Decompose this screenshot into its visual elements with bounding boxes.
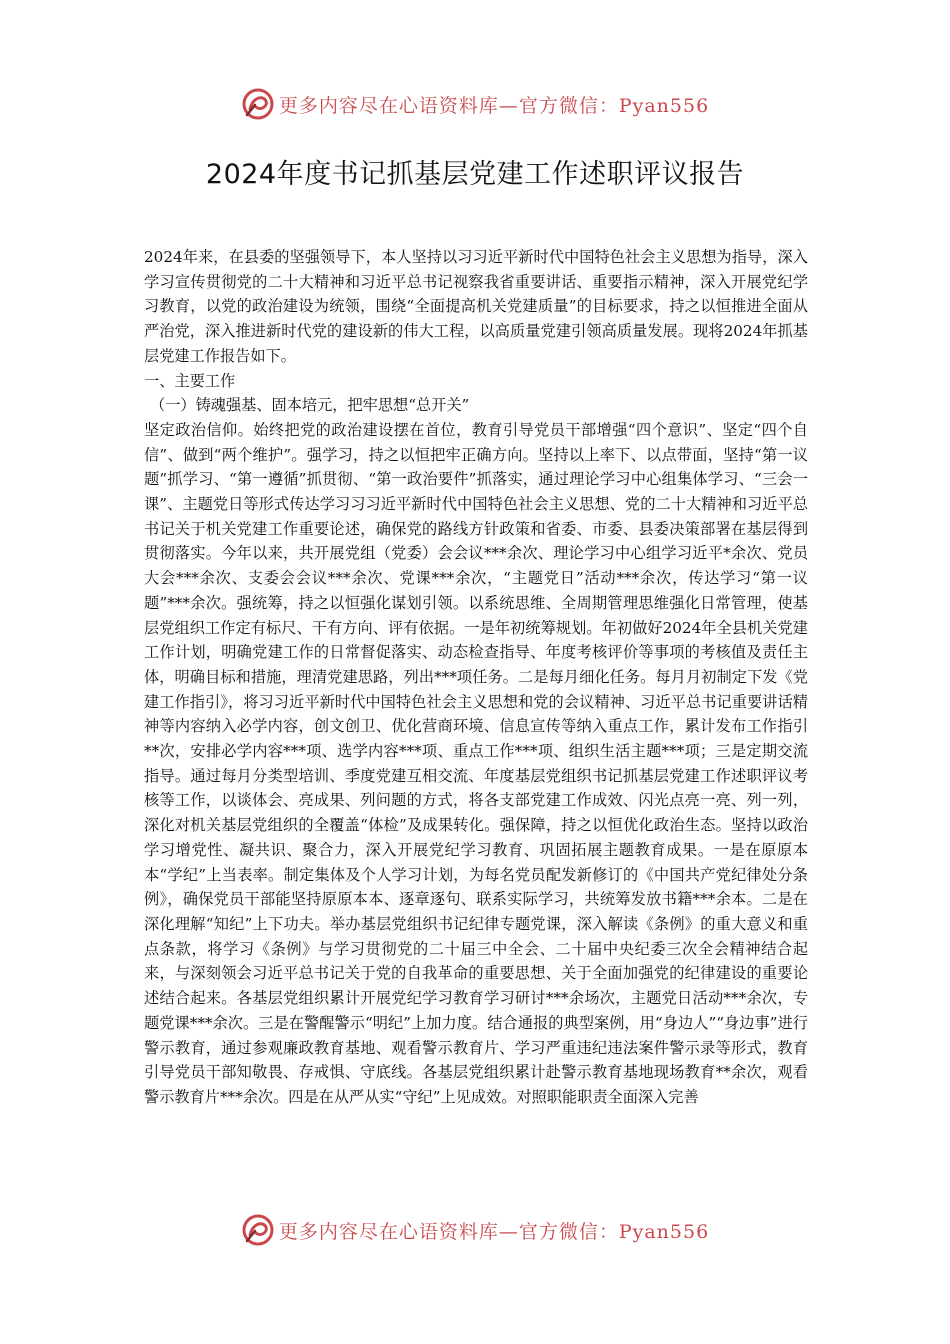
swirl-logo-icon [241,1213,275,1247]
section-heading: 一、主要工作 [144,371,236,390]
document-title: 2024年度书记抓基层党建工作述职评议报告 [205,159,745,190]
document-body [144,245,808,1110]
footer-watermark-text: 更多内容尽在心语资料库—官方微信：Pyan556 [278,1220,710,1243]
footer-watermark-banner [0,1210,950,1250]
header-watermark-text: 更多内容尽在心语资料库—官方微信：Pyan556 [278,94,710,117]
subsection-heading: （一）铸魂强基、固本培元，把牢思想“总开关” [150,396,470,415]
body-paragraph: 坚定政治信仰。始终把党的政治建设摆在首位，教育引导党员干部增强“四个意识”、坚定“四个自信”、做到“两个维护”。强学习，持之以恒把牢正确方向。坚持以上率下、以点带面，坚持“第一议题”抓学习、“第一遵循”抓贯彻、“第一政治要件”抓落实，通过理论学习中心组集体学习、“三会一课”、主题党日等形式传达学习习习近平新时代中国特色社会主义思想、党的二十大精神和习近平总书记关于机关党建工作重要论述，确保党的路线方针政策和省委、市委、县委决策部署在基层得到贯彻落实。今年以来，共开展党组（党委）会会议***余次、理论学习中心组学习近平*余次、党员大会***余次、支委会会议***余次、党课***余次，“主题党日”活动***余次，传达学习“第一议题”***余次。强统筹，持之以恒强化谋划引领。以系统思维、全周期管理思维强化日常管理，使基层党组织工作定有标尺、干有方向、评有依据。一是年初统筹规划。年初做好2024年全县机关党建工作计划，明确党建工作的日常督促落实、动态检查指导、年度考核评价等事项的考核值及责任主体，明确目标和措施，理清党建思路，列出***项任务。二是每月细化任务。每月月初制定下发《党建工作指引》，将习习近平新时代中国特色社会主义思想和党的会议精神、习近平总书记重要讲话精神等内容纳入必学内容，创文创卫、优化营商环境、信息宣传等纳入重点工作，累计发布工作指引**次，安排必学内容***项、选学内容***项、重点工作***项、组织生活主题***项；三是定期交流指导。通过每月分类型培训、季度党建互相交流、年度基层党组织书记抓基层党建工作述职评议考核等工作，以谈体会、亮成果、列问题的方式，将各支部党建工作成效、闪光点亮一亮、列一列，深化对机关基层党组织的全覆盖“体检”及成果转化。强保障，持之以恒优化政治生态。坚持以政治学习增党性、凝共识、聚合力，深入开展党纪学习教育、巩固拓展主题教育成果。一是在原原本本“学纪”上当表率。制定集体及个人学习计划，为每名党员配发新修订的《中国共产党纪律处分条例》，确保党员干部能坚持原原本本、逐章逐句、联系实际学习，共统筹发放书籍***余本。二是在深化理解“知纪”上下功夫。举办基层党组织书记纪律专题党课，深入解读《条例》的重大意义和重点条款，将学习《条例》与学习贯彻党的二十届三中全会、二十届中央纪委三次全会精神结合起来，与深刻领会习近平总书记关于党的自我革命的重要思想、关于全面加强党的纪律建设的重要论述结合起来。各基层党组织累计开展党纪学习教育学习研讨***余场次，主题党日活动***余次，专题党课***余次。三是在警醒警示“明纪”上加力度。结合通报的典型案例，用“身边人”“身边事”进行警示教育，通过参观廉政教育基地、观看警示教育片、学习严重违纪违法案件警示录等形式，教育引导党员干部知敬畏、存戒惧、守底线。各基层党组织累计赴警示教育基地现场教育**余次，观看警示教育片***余次。四是在从严从实“守纪”上见成效。对照职能职责全面深入完善 [144,420,808,1106]
swirl-logo-icon [241,87,275,121]
header-watermark-banner [0,84,950,124]
intro-paragraph: 2024年来，在县委的坚强领导下，本人坚持以习习近平新时代中国特色社会主义思想为指导，深入学习宣传贯彻党的二十大精神和习近平总书记视察我省重要讲话、重要指示精神，深入开展党纪学习教育，以党的政治建设为统领，围绕“全面提高机关党建质量”的目标要求，持之以恒推进全面从严治党，深入推进新时代党的建设新的伟大工程，以高质量党建引领高质量发展。现将2024年抓基层党建工作报告如下。 [144,248,808,365]
